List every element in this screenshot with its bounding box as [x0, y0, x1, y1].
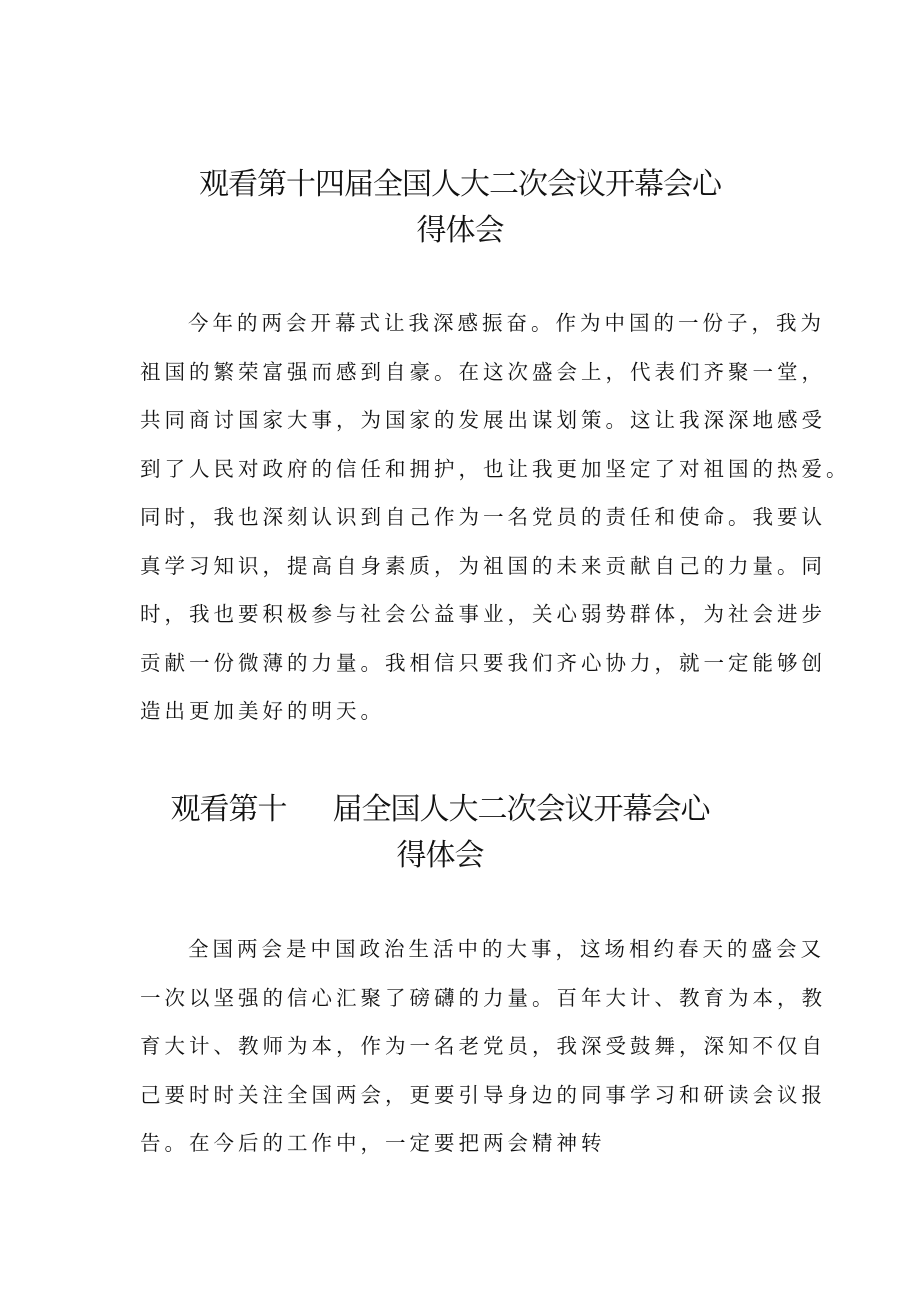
paragraph-line: 全国两会是中国政治生活中的大事，这场相约春天的盛会又: [188, 937, 825, 961]
paragraph-line: 一次以坚强的信心汇聚了磅礴的力量。百年大计、教育为本，教: [140, 985, 826, 1010]
paragraph-line: 今年的两会开幕式让我深感振奋。作为中国的一份子，我为: [188, 311, 825, 335]
paragraph-line: 己要时时关注全国两会，更要引导身边的同事学习和研读会议报: [140, 1082, 826, 1107]
section-1-title-line-2: 得体会: [416, 213, 504, 248]
paragraph-line: 到了人民对政府的信任和拥护，也让我更加坚定了对祖国的热爱。: [140, 456, 851, 481]
paragraph-line: 真学习知识，提高自身素质，为祖国的未来贡献自己的力量。同: [140, 553, 826, 578]
section-1-title-line-1: 观看第十四届全国人大二次会议开幕会心: [199, 167, 721, 202]
paragraph-line: 共同商讨国家大事，为国家的发展出谋划策。这让我深深地感受: [140, 408, 826, 432]
section-2-title-line-1-end: 届全国人大二次会议开幕会心: [332, 792, 710, 827]
section-2-title-line-2: 得体会: [396, 838, 484, 873]
paragraph-line: 育大计、教师为本，作为一名老党员，我深受鼓舞，深知不仅自: [140, 1034, 826, 1058]
section-1-paragraph: [140, 299, 851, 736]
section-2-paragraph: [140, 925, 826, 1168]
paragraph-line: 造出更加美好的明天。: [140, 699, 385, 723]
section-2-title-line-1-start: 观看第十: [170, 792, 287, 827]
paragraph-line: 时，我也要积极参与社会公益事业，关心弱势群体，为社会进步: [140, 602, 826, 626]
paragraph-line: 贡献一份微薄的力量。我相信只要我们齐心协力，就一定能够创: [140, 650, 826, 675]
section-2-title: [90, 787, 790, 879]
paragraph-line: 告。在今后的工作中，一定要把两会精神转: [140, 1131, 606, 1155]
paragraph-line: 同时，我也深刻认识到自己作为一名党员的责任和使命。我要认: [140, 505, 826, 529]
paragraph-line: 祖国的繁荣富强而感到自豪。在这次盛会上，代表们齐聚一堂，: [140, 359, 826, 384]
section-1-title: [110, 162, 810, 254]
